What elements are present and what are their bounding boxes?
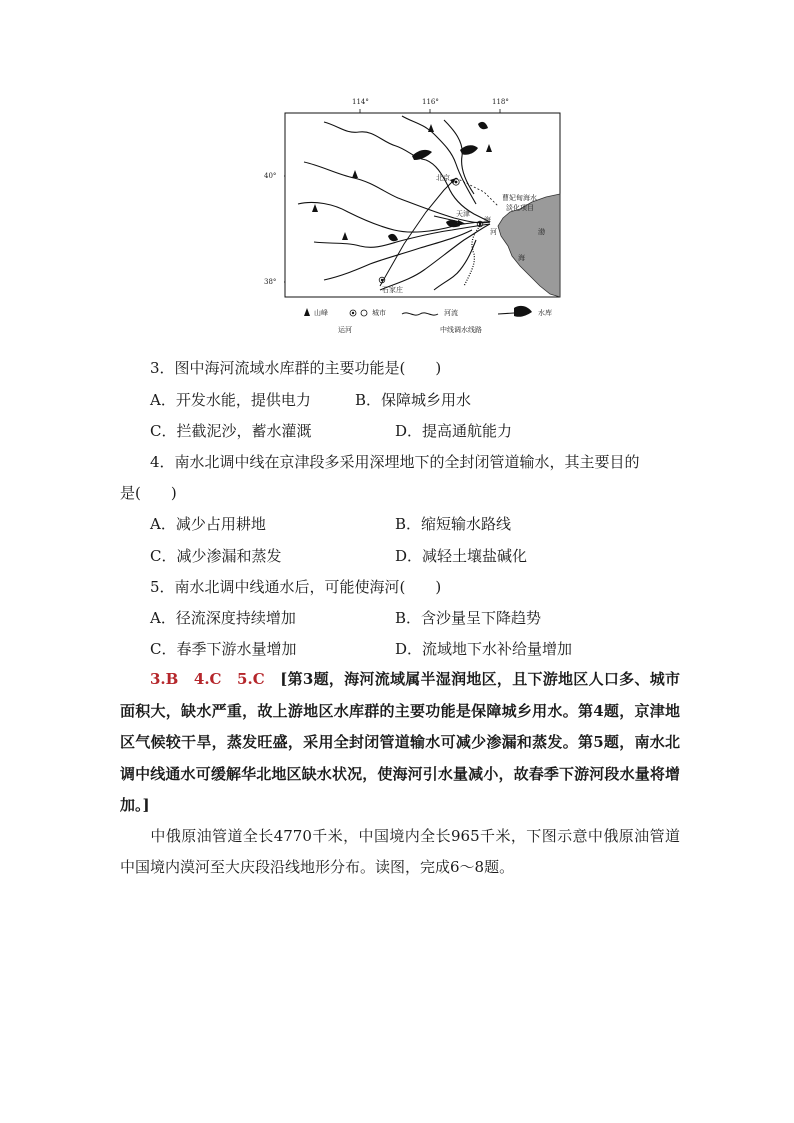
legend-route: 中线调水线路	[440, 326, 482, 334]
q5-option-c[interactable]: C．春季下游水量增加	[150, 640, 297, 658]
legend-reservoir: 水库	[538, 309, 552, 317]
rivers	[298, 116, 490, 290]
place-tianjin: 天津	[456, 210, 470, 218]
lat-label-40: 40°	[264, 172, 277, 180]
haihe-basin-map	[264, 94, 564, 334]
lon-label-118: 118°	[492, 98, 509, 106]
place-project-2: 淡化项目	[506, 204, 534, 212]
place-project-1: 曹妃甸海水	[502, 194, 537, 202]
answer-keys: 3.B 4.C 5.C	[150, 670, 265, 688]
q3-stem: 3．图中海河流域水库群的主要功能是( )	[150, 359, 442, 377]
answer-explanation	[120, 664, 680, 822]
intro-paragraph	[120, 821, 680, 883]
q3-option-d[interactable]: D．提高通航能力	[395, 422, 513, 440]
answer-text: [第3题，海河流域属半湿润地区，且下游地区人口多、城市面积大，缺水严重，故上游地区水库群的主要功能是保障城乡用水。第4题，京津地区气候较干旱，蒸发旺盛，采用全封闭管道输水可减少渗漏和蒸发。第5题，南水北调中线通水可缓解华北地区缺水状况，使海河引水量减小，故春季下游河段水量将增加。]	[120, 670, 680, 814]
q5-option-d[interactable]: D．流域地下水补给量增加	[395, 640, 573, 658]
peaks	[312, 124, 492, 240]
legend-canal: 运河	[338, 326, 352, 334]
q5-option-b[interactable]: B．含沙量呈下降趋势	[395, 609, 542, 627]
q4-option-c[interactable]: C．减少渗漏和蒸发	[150, 547, 282, 565]
lon-label-114: 114°	[352, 98, 369, 106]
q4-stem-line1: 4．南水北调中线在京津段多采用深埋地下的全封闭管道输水，其主要目的	[150, 453, 640, 471]
place-bo: 渤	[538, 228, 545, 236]
place-sea: 海	[518, 254, 525, 262]
q5-option-a[interactable]: A．径流深度持续增加	[150, 609, 296, 627]
place-beijing: 北京	[436, 174, 450, 182]
lat-label-38: 38°	[264, 278, 277, 286]
intro-text: 中俄原油管道全长4770千米，中国境内全长965千米，下图示意中俄原油管道中国境内漠河至大庆段沿线地形分布。读图，完成6～8题。	[120, 827, 680, 876]
q4-stem-line2: 是( )	[120, 484, 177, 502]
place-shijiazhuang: 石家庄	[382, 286, 403, 294]
legend-city: 城市	[372, 309, 386, 317]
q3-option-a[interactable]: A．开发水能，提供电力	[150, 391, 311, 409]
q3-option-c[interactable]: C．拦截泥沙，蓄水灌溉	[150, 422, 312, 440]
place-he: 河	[490, 228, 497, 236]
q3-option-b[interactable]: B．保障城乡用水	[355, 391, 472, 409]
legend-peak: 山峰	[314, 309, 328, 317]
legend-river: 河流	[444, 309, 458, 317]
place-hai: 海	[484, 216, 491, 224]
q5-stem: 5．南水北调中线通水后，可能使海河( )	[150, 578, 442, 596]
legend	[304, 306, 532, 326]
lon-label-116: 116°	[422, 98, 439, 106]
q4-option-d[interactable]: D．减轻土壤盐碱化	[395, 547, 528, 565]
q4-option-a[interactable]: A．减少占用耕地	[150, 515, 266, 533]
q4-option-b[interactable]: B．缩短输水路线	[395, 515, 512, 533]
